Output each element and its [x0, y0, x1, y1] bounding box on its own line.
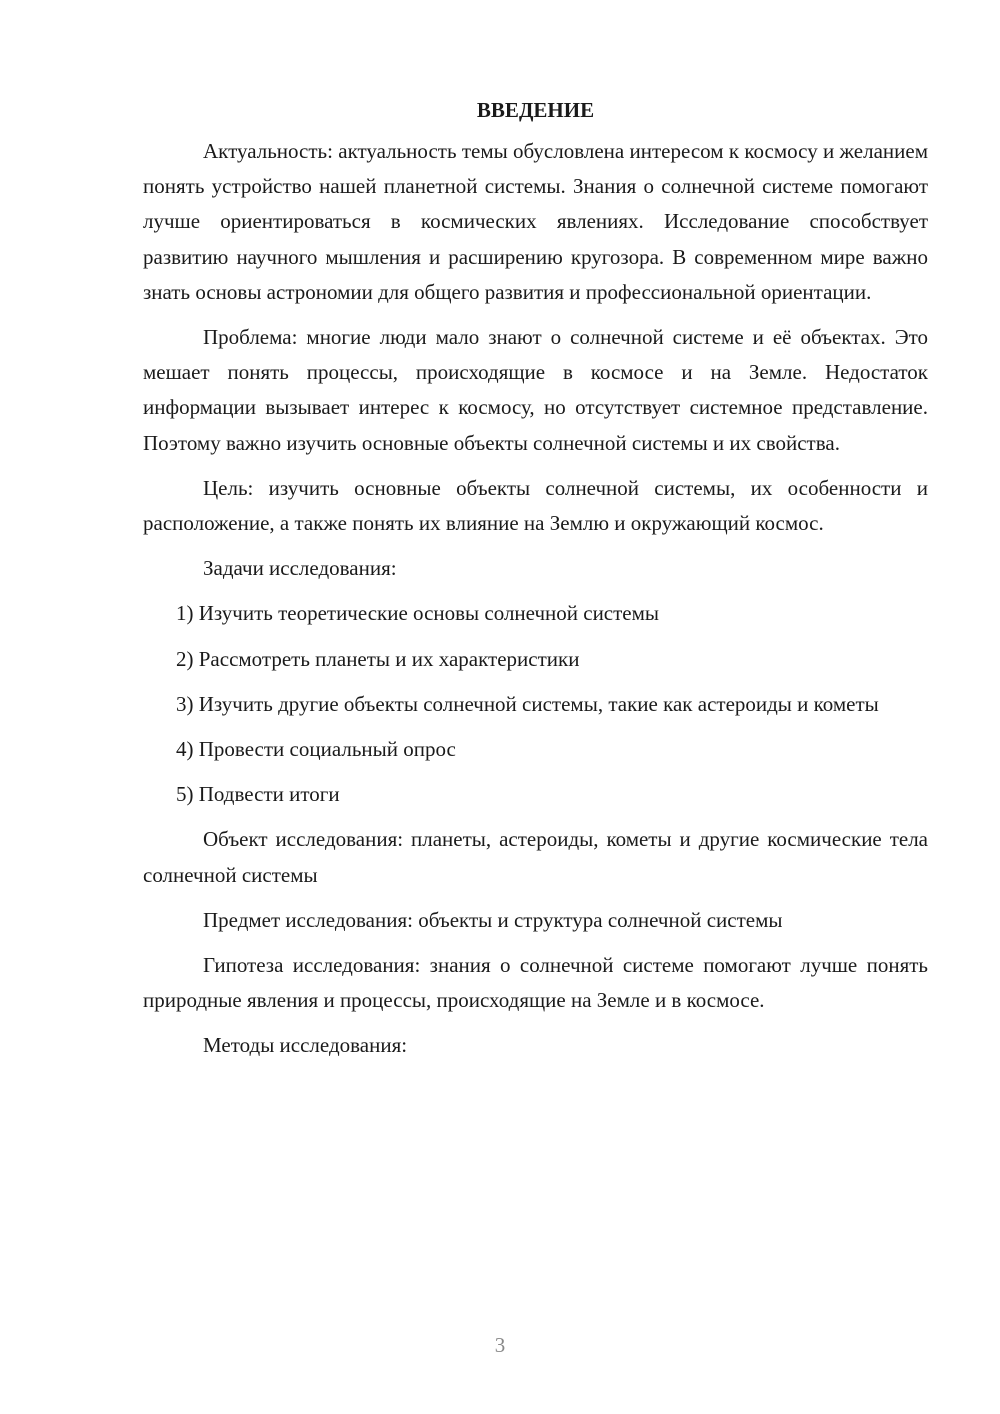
relevance-paragraph: Актуальность: актуальность темы обусловлена интересом к космосу и желанием понять устройство нашей планетной системы. Знания о солнечной системе помогают лучше ориентироваться в космических явлениях. Исследование способствует развитию научного мышления и расширению кругозора. В современном мире важно знать основы астрономии для общего развития и профессиональной ориентации. — [143, 139, 928, 304]
list-item: 5) Подвести итоги — [176, 782, 340, 807]
list-item: 3) Изучить другие объекты солнечной системы, такие как астероиды и кометы — [176, 691, 879, 716]
problem-paragraph: Проблема: многие люди мало знают о солнечной системе и её объектах. Это мешает понять процессы, происходящие в космосе и на Земле. Недостаток информации вызывает интерес к космосу, но отсутствует системное представление. Поэтому важно изучить основные объекты солнечной системы и их свойства. — [143, 325, 928, 455]
section-heading: ВВЕДЕНИЕ — [476, 98, 595, 122]
hypothesis-paragraph: Гипотеза исследования: знания о солнечной системе помогают лучше понять природные явления и процессы, происходящие на Земле и в космосе. — [143, 953, 928, 1013]
tasks-title: Задачи исследования: — [203, 556, 397, 581]
goal-paragraph: Цель: изучить основные объекты солнечной системы, их особенности и расположение, а также понять их влияние на Землю и окружающий космос. — [143, 475, 928, 536]
list-item: 1) Изучить теоретические основы солнечной системы — [176, 601, 660, 626]
list-item: 4) Провести социальный опрос — [176, 737, 456, 762]
object-paragraph: Объект исследования: планеты, астероиды, кометы и другие космические тела солнечной системы — [143, 827, 928, 887]
tasks-list — [143, 596, 928, 812]
subject-paragraph: Предмет исследования: объекты и структура солнечной системы — [203, 907, 783, 932]
page-number: 3 — [494, 1333, 506, 1357]
document-page — [143, 95, 928, 1074]
methods-title: Методы исследования: — [203, 1033, 408, 1058]
list-item: 2) Рассмотреть планеты и их характеристики — [176, 646, 580, 671]
